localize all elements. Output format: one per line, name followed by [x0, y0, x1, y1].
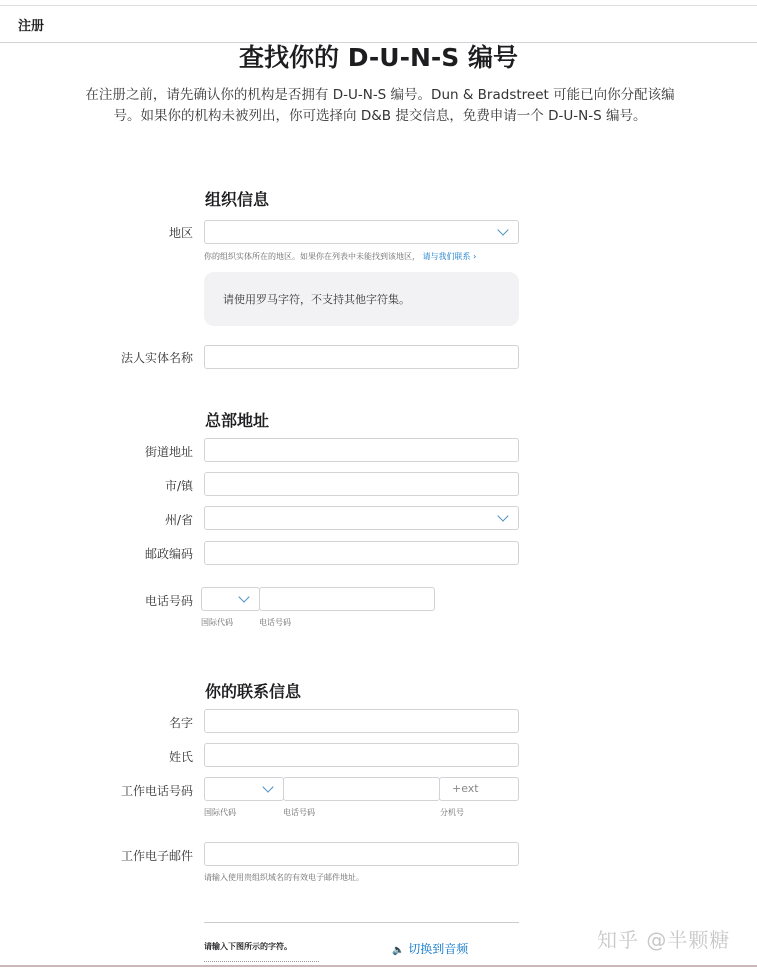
- city-label: 市/镇: [164, 479, 193, 493]
- speaker-icon: 🔈: [392, 945, 405, 956]
- chevron-down-icon: [261, 781, 275, 795]
- chevron-down-icon: [496, 224, 510, 238]
- org-heading: 组织信息: [205, 190, 270, 209]
- state-select[interactable]: [204, 506, 519, 530]
- postal-input[interactable]: [204, 541, 519, 565]
- entity-name-input[interactable]: [204, 345, 519, 369]
- email-input[interactable]: [204, 842, 519, 866]
- roman-chars-note: 请使用罗马字符，不支持其他字符集。: [204, 272, 519, 326]
- captcha-prompt: 请输入下图所示的字符。: [204, 942, 292, 951]
- state-label: 州/省: [164, 513, 193, 527]
- work-country-code-select[interactable]: [204, 777, 284, 801]
- switch-audio-link[interactable]: [392, 940, 468, 957]
- work-cc-sub: 国际代码: [204, 808, 236, 817]
- street-label: 街道地址: [144, 445, 193, 459]
- top-divider: [0, 5, 757, 6]
- ext-input[interactable]: +ext: [439, 777, 519, 801]
- hq-country-code-select[interactable]: [201, 587, 260, 611]
- intro-line-1: 在注册之前，请先确认你的机构是否拥有 D-U-N-S 编号。Dun & Bradstreet 可能已向你分配该编: [85, 87, 675, 103]
- hq-heading: 总部地址: [205, 411, 270, 430]
- street-input[interactable]: [204, 438, 519, 462]
- intro-line-2: 号。如果你的机构未被列出，你可选择向 D&B 提交信息，免费申请一个 D-U-N-S 编号。: [113, 108, 647, 124]
- contact-heading: 你的联系信息: [205, 682, 302, 701]
- hq-cc-sub: 国际代码: [201, 618, 233, 627]
- chevron-down-icon: [237, 591, 251, 605]
- region-select[interactable]: [204, 220, 519, 244]
- postal-label: 邮政编码: [144, 547, 193, 561]
- region-hint: [204, 251, 476, 262]
- phone-label: 电话号码: [144, 594, 193, 608]
- email-label: 工作电子邮件: [120, 849, 193, 863]
- watermark: 知乎 @半颗糖: [597, 928, 731, 952]
- work-phone-input[interactable]: [283, 777, 440, 801]
- region-hint-text: 你的组织实体所在的地区。如果你在列表中未能找到该地区，: [204, 252, 420, 261]
- city-input[interactable]: [204, 472, 519, 496]
- page-title: 查找你的 D-U-N-S 编号: [239, 43, 518, 72]
- captcha-divider: [204, 922, 519, 923]
- first-name-label: 名字: [168, 716, 193, 730]
- chevron-down-icon: [496, 510, 510, 524]
- last-name-input[interactable]: [204, 743, 519, 767]
- switch-audio-label: 切换到音频: [408, 942, 469, 956]
- hq-phone-sub: 电话号码: [259, 618, 291, 627]
- hq-phone-input[interactable]: [259, 587, 435, 611]
- bottom-divider: [0, 965, 757, 967]
- intro-text: [40, 85, 720, 127]
- last-name-label: 姓氏: [168, 750, 193, 764]
- entity-label: 法人实体名称: [120, 351, 193, 365]
- first-name-input[interactable]: [204, 709, 519, 733]
- nav-title: 注册: [18, 19, 45, 34]
- contact-us-link[interactable]: 请与我们联系 ›: [422, 252, 477, 261]
- region-label: 地区: [168, 226, 193, 240]
- work-phone-label: 工作电话号码: [120, 784, 193, 798]
- email-hint: 请输入使用贵组织域名的有效电子邮件地址。: [204, 873, 364, 882]
- work-phone-sub: 电话号码: [283, 808, 315, 817]
- ext-sub: 分机号: [440, 808, 464, 817]
